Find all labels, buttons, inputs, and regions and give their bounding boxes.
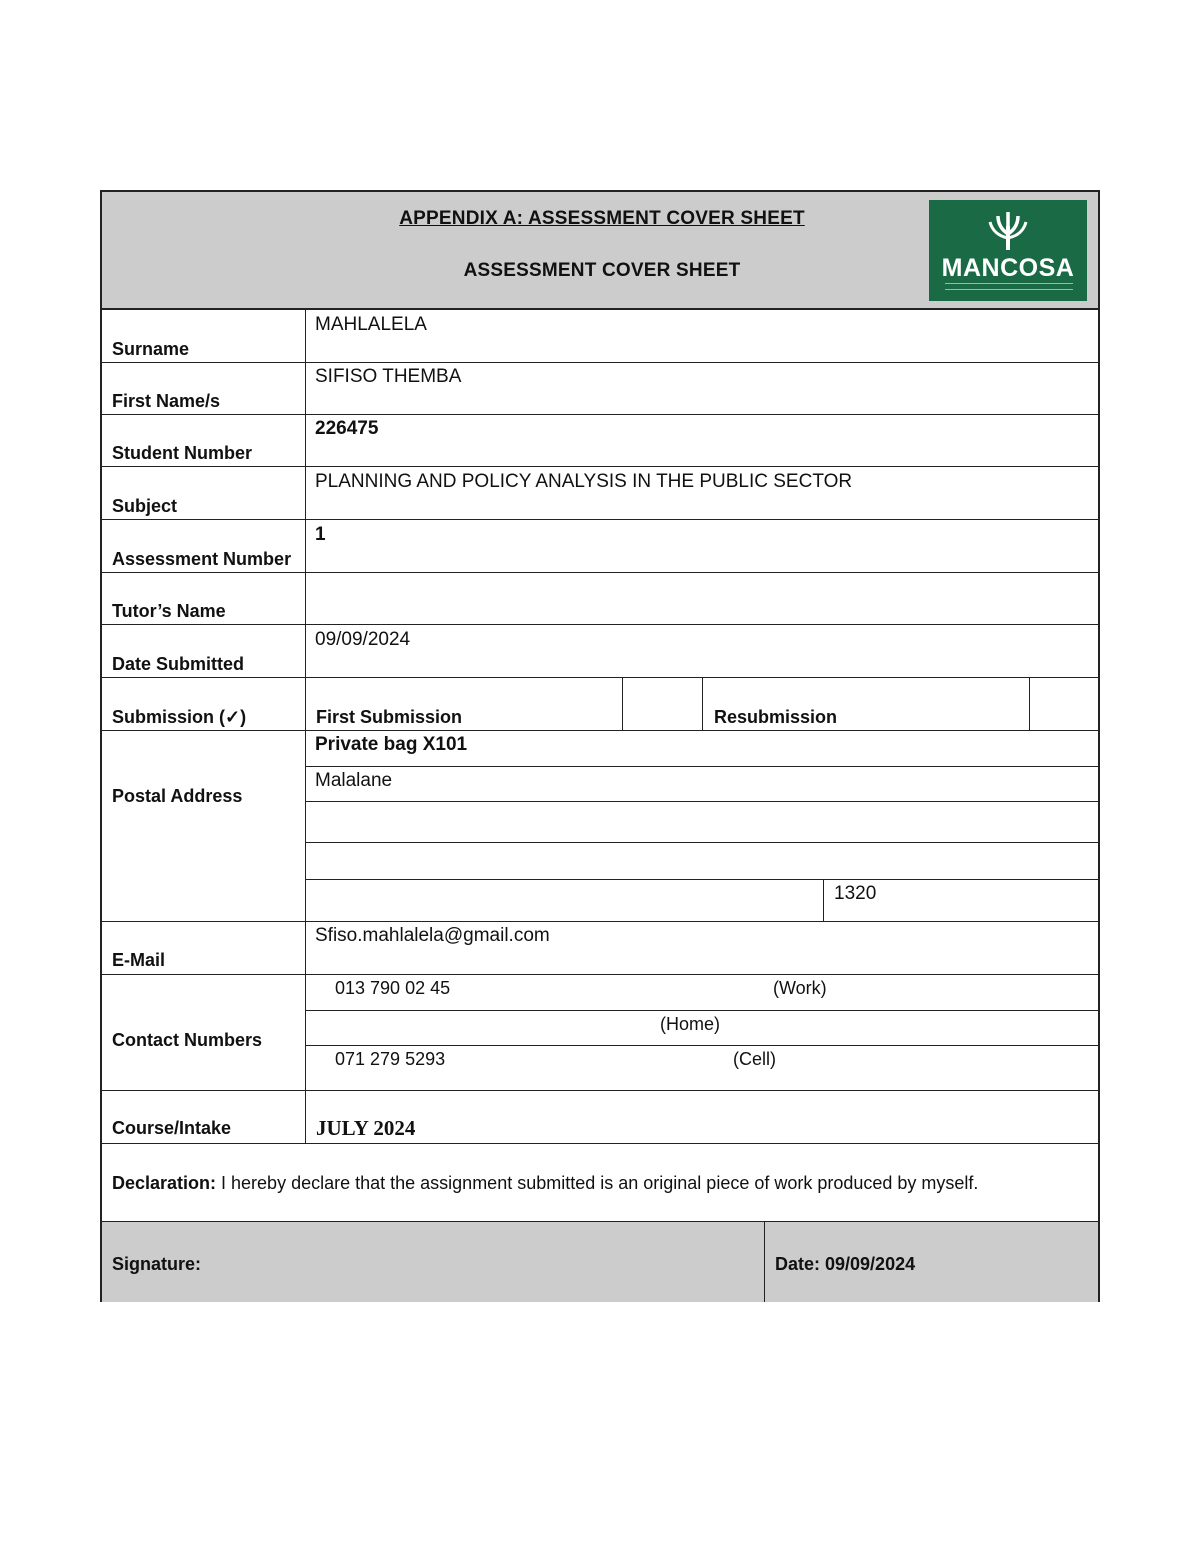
course-intake-label: Course/Intake <box>112 1118 232 1138</box>
tree-icon <box>988 212 1028 250</box>
declaration-label: Declaration: <box>112 1173 217 1193</box>
first-names-label: First Name/s <box>112 391 221 411</box>
postal-line-2: Malalane <box>315 770 393 791</box>
first-names-value: SIFISO THEMBA <box>315 366 462 387</box>
work-tag: (Work) <box>773 978 827 998</box>
declaration-text: I hereby declare that the assignment submitted is an original piece of work produced by myself. <box>216 1173 979 1193</box>
logo-tagline <box>945 283 1073 290</box>
resubmission-checkbox[interactable] <box>1031 679 1099 729</box>
contact-numbers-label: Contact Numbers <box>112 1030 263 1050</box>
appendix-title: APPENDIX A: ASSESSMENT COVER SHEET <box>399 208 805 229</box>
email-value: Sfiso.mahlalela@gmail.com <box>315 925 550 946</box>
surname-value: MAHLALELA <box>315 314 427 335</box>
submission-label: Submission (✓) <box>112 707 247 727</box>
cover-header <box>102 192 1098 310</box>
first-submission-label: First Submission <box>316 707 463 727</box>
signature-label: Signature: <box>112 1254 202 1274</box>
assessment-cover-sheet <box>100 190 1100 1302</box>
logo-name: MANCOSA <box>941 254 1075 282</box>
subject-value: PLANNING AND POLICY ANALYSIS IN THE PUBLIC SECTOR <box>315 471 853 492</box>
student-number-value: 226475 <box>315 418 379 439</box>
cell-number-value: 071 279 5293 <box>335 1049 446 1069</box>
date-submitted-value: 09/09/2024 <box>315 629 411 650</box>
cell-tag: (Cell) <box>733 1049 776 1069</box>
postal-address-label: Postal Address <box>112 786 243 806</box>
email-label: E-Mail <box>112 950 166 970</box>
resubmission-label: Resubmission <box>714 707 838 727</box>
tutor-label: Tutor’s Name <box>112 601 226 621</box>
subject-label: Subject <box>112 496 178 516</box>
first-submission-checkbox[interactable] <box>624 679 701 729</box>
signature-footer <box>102 1222 1098 1302</box>
surname-label: Surname <box>112 339 190 359</box>
date-submitted-label: Date Submitted <box>112 654 245 674</box>
footer-date-label: Date: 09/09/2024 <box>775 1254 916 1274</box>
cover-subtitle: ASSESSMENT COVER SHEET <box>463 260 741 281</box>
work-number-value: 013 790 02 45 <box>335 978 451 998</box>
assessment-number-value: 1 <box>315 524 326 545</box>
assessment-number-label: Assessment Number <box>112 549 292 569</box>
student-number-label: Student Number <box>112 443 253 463</box>
home-tag: (Home) <box>660 1014 721 1034</box>
declaration <box>112 1173 978 1194</box>
postal-line-1: Private bag X101 <box>315 734 468 755</box>
course-intake-value: JULY 2024 <box>316 1116 416 1140</box>
postal-code-value: 1320 <box>834 883 877 904</box>
mancosa-logo <box>929 200 1087 301</box>
